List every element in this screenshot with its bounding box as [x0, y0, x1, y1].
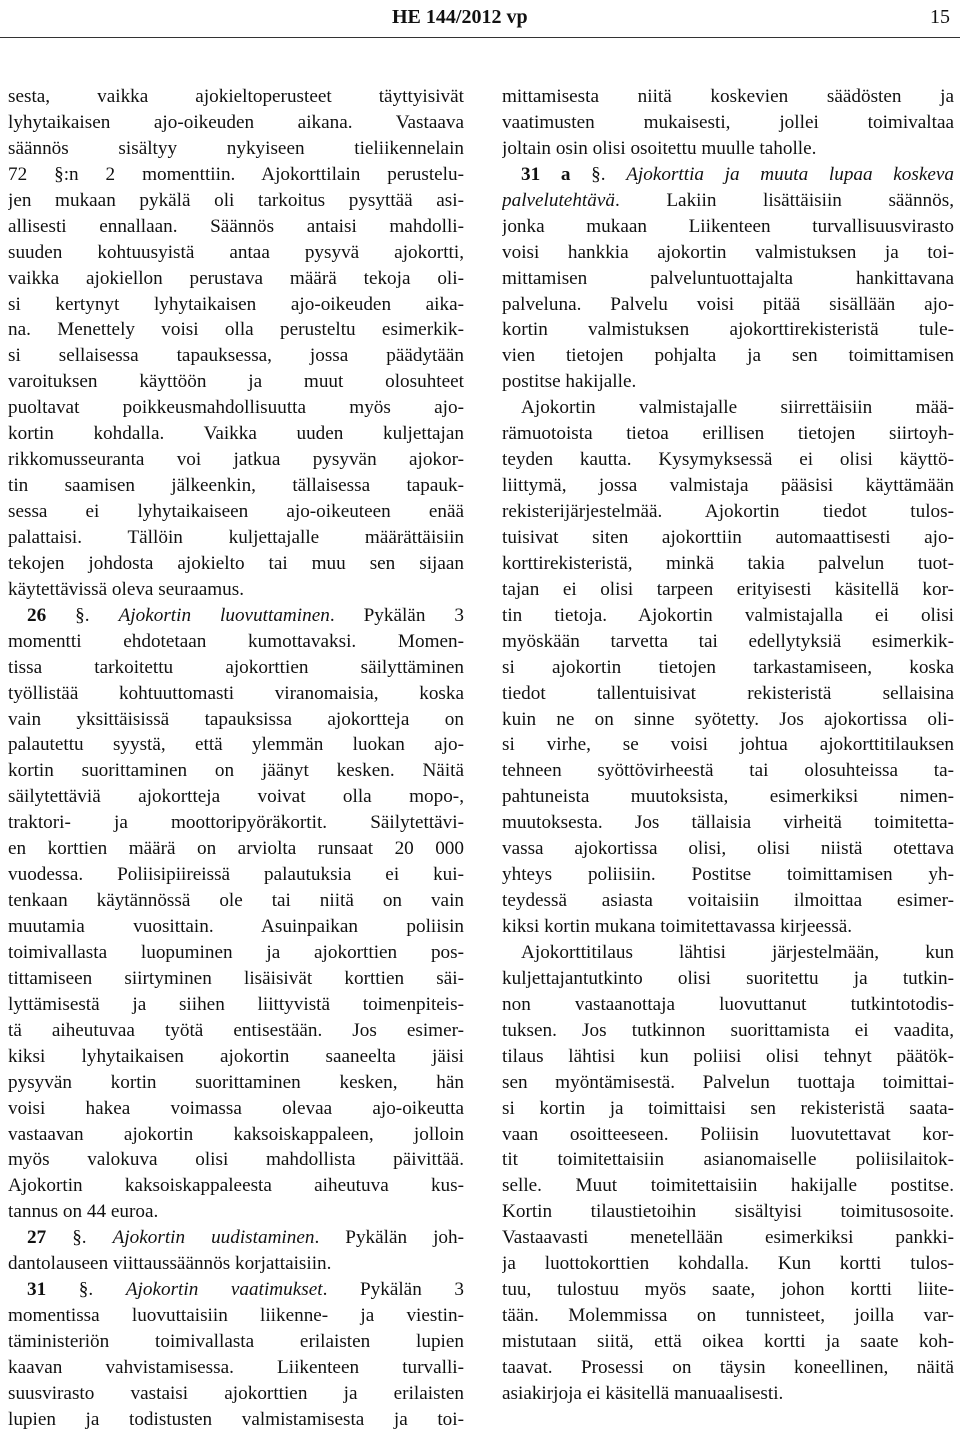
text-line — [502, 1277, 954, 1303]
text-line — [502, 421, 954, 447]
text-line — [502, 317, 954, 343]
text-line — [502, 369, 954, 395]
line-text: taavat. Prosessi on täysin koneellinen, näitä — [502, 1356, 954, 1378]
line-text: vuodessa. Poliisipiireissä palautuksia ei kui- — [8, 864, 464, 886]
line-text: si kertynyt lyhytaikaisen ajo-oikeuden aika- — [8, 293, 464, 315]
section-mark: §. — [46, 1279, 126, 1301]
text-line — [502, 473, 954, 499]
text-line — [502, 1251, 954, 1277]
text-line — [8, 421, 464, 447]
text-line — [8, 110, 464, 136]
line-text: mittamisesta niitä koskevien säädösten ja — [502, 86, 954, 107]
text-line — [8, 1355, 464, 1381]
text-line — [8, 1277, 464, 1303]
line-text: allisesti ennallaan. Säännös antaisi mahdolli- — [8, 215, 464, 237]
line-text: pysyvän kortin suorittaminen kesken, hän — [8, 1071, 464, 1093]
text-line — [502, 266, 954, 292]
text-line — [502, 499, 954, 525]
text-line — [8, 629, 464, 655]
text-line — [8, 1147, 464, 1173]
text-line — [502, 1199, 954, 1225]
line-text: mistutaan siitä, että oikea kortti ja saate koh- — [502, 1331, 954, 1352]
text-line — [502, 1381, 954, 1407]
line-text: vassa ajokortissa olisi, olisi niistä otettava — [502, 838, 954, 860]
text-line — [502, 447, 954, 473]
line-text: kortin suorittaminen on jäänyt kesken. Näitä — [8, 760, 464, 782]
line-text: 72 §:n 2 momenttiin. Ajokorttilain perustelu- — [8, 163, 464, 185]
line-text: tannus on 44 euroa. — [8, 1201, 159, 1223]
line-text: tiedot tallentuisivat rekisteristä sellaisina — [502, 682, 954, 704]
text-line — [8, 84, 464, 110]
text-line — [8, 1381, 464, 1407]
text-line — [8, 395, 464, 421]
line-text: säilytettäviä ajokortteja voivat olla mopo-, — [8, 786, 464, 808]
line-text: muutamia vuosittain. Asuinpaikan poliisin — [8, 916, 464, 937]
text-line — [502, 784, 954, 810]
line-text: kiksi lyhytaikaisen ajokortin saaneelta jäisi — [8, 1045, 464, 1067]
line-text: säännös sisältyy nykyiseen tieliikennelain — [8, 137, 464, 159]
line-text: vaan osoitteeseen. Poliisin luovutettavat kor- — [502, 1123, 954, 1145]
page-number: 15 — [930, 6, 950, 28]
text-line — [502, 551, 954, 577]
text-line — [502, 681, 954, 707]
line-text: vien tietojen pohjalta ja sen toimittamisen — [502, 345, 954, 367]
text-line — [502, 966, 954, 992]
text-line — [8, 188, 464, 214]
text-line — [502, 1355, 954, 1381]
line-text: täministeriön toimivallasta erilaisten lupien — [8, 1331, 464, 1352]
text-line — [502, 655, 954, 681]
text-line — [8, 914, 464, 940]
text-line — [8, 525, 464, 551]
text-line — [8, 862, 464, 888]
text-line — [8, 473, 464, 499]
line-text: selle. Muut toimitettaisiin hakijalle postitse. — [502, 1175, 954, 1197]
line-text: tilaus lähtisi kun poliisi olisi tehnyt päätök- — [502, 1045, 954, 1067]
line-text: käytettävissä oleva seuraamus. — [8, 578, 245, 600]
line-text: voisi hakea voimassa olevaa ajo-oikeutta — [8, 1097, 464, 1119]
line-text: kortin kohdalla. Vaikka uuden kuljettajan — [8, 423, 464, 445]
line-text: kortin valmistuksen ajokorttirekisteristä tule- — [502, 319, 954, 341]
header-rule — [0, 37, 960, 38]
line-text: en korttien määrä on arviolta runsaat 20 000 — [8, 838, 464, 860]
text-line — [8, 1303, 464, 1329]
line-text: ja luottokorttien kohdalla. Kun kortti tulos- — [502, 1253, 954, 1275]
line-text: Vastaavasti menetellään esimerkiksi pankki- — [502, 1227, 954, 1249]
line-text: . Pykälän joh- — [314, 1227, 464, 1249]
text-line — [8, 603, 464, 629]
line-text: tenkaan käytännössä ole tai niitä on vain — [8, 890, 464, 912]
text-line — [8, 1407, 464, 1433]
section-number: 27 — [27, 1227, 47, 1249]
text-line — [502, 707, 954, 733]
text-line — [8, 577, 464, 603]
line-text: tit toimitettaisiin asianomaiselle poliisilaitok- — [502, 1149, 954, 1171]
text-line — [8, 681, 464, 707]
text-line — [502, 940, 954, 966]
text-line — [502, 525, 954, 551]
line-text: mittamisen palveluntuottajalta hankittavana — [502, 267, 954, 289]
line-text: tissa tarkoitettu ajokorttien säilyttäminen — [8, 656, 464, 678]
line-text: Ajokortin valmistajalle siirrettäisiin mää- — [521, 397, 954, 419]
text-line — [502, 162, 954, 188]
text-line — [502, 1147, 954, 1173]
section-mark: §. — [570, 163, 627, 185]
text-line — [502, 810, 954, 836]
text-line — [502, 577, 954, 603]
text-line — [8, 1225, 464, 1251]
text-line — [502, 1070, 954, 1096]
line-text: Ajokortin kaksoiskappaleesta aiheutuva kus- — [8, 1175, 464, 1197]
section-heading: Ajokortin vaatimukset — [125, 1279, 323, 1301]
section-number: 31 — [27, 1279, 47, 1301]
line-text: sessa ei lyhytaikaiseen ajo-oikeuteen enää — [8, 501, 464, 522]
section-heading: palvelutehtävä — [502, 189, 615, 211]
text-line — [8, 214, 464, 240]
line-text: momentti ehdotetaan kumottavaksi. Momen- — [8, 630, 464, 652]
section-number: 31 a — [521, 163, 571, 185]
text-line — [502, 758, 954, 784]
line-text: si ajokortin tietojen tarkastamiseen, koska — [502, 656, 954, 678]
line-text: muutoksesta. Jos tällaisia virheitä toimitetta- — [502, 812, 954, 834]
line-text: rämuotoista tietoa erillisen tietojen siirtoyh- — [502, 423, 954, 445]
line-text: palattaisi. Tällöin kuljettajalle määrättäisiin — [8, 526, 464, 548]
line-text: tuksen. Jos tutkinnon suorittamista ei vaadita, — [502, 1019, 954, 1041]
text-line — [8, 317, 464, 343]
line-text: jonka mukaan Liikenteen turvallisuusvirasto — [502, 215, 954, 237]
line-text: si kortin ja toimittaisi sen rekisteristä saata- — [502, 1097, 954, 1119]
section-mark: §. — [46, 1227, 113, 1249]
text-line — [502, 1329, 954, 1355]
text-line — [8, 888, 464, 914]
text-line — [502, 84, 954, 110]
text-line — [8, 758, 464, 784]
line-text: puoltavat poikkeusmahdollisuutta myös ajo- — [8, 397, 464, 419]
text-line — [8, 810, 464, 836]
line-text: Ajokorttitilaus lähtisi järjestelmään, kun — [521, 941, 954, 963]
text-line — [502, 188, 954, 214]
text-line — [8, 1329, 464, 1355]
line-text: tehneen syöttövirheestä tai olosuhteissa ta- — [502, 760, 954, 782]
text-line — [8, 940, 464, 966]
text-line — [8, 732, 464, 758]
line-text: tittamiseen siirtyminen lisäisivät korttien säi- — [8, 967, 464, 989]
line-text: kaavan vahvistamisessa. Liikenteen turvalli- — [8, 1356, 464, 1378]
text-line — [502, 862, 954, 888]
text-line — [502, 240, 954, 266]
section-heading: Ajokorttia ja muuta lupaa koskeva — [626, 163, 954, 185]
text-line — [502, 914, 954, 940]
line-text: kuljettajantutkinto olisi suoritettu ja tutkin- — [502, 967, 954, 989]
text-line — [8, 992, 464, 1018]
line-text: vain yksittäisissä tapauksissa ajokortteja on — [8, 708, 464, 730]
section-heading: Ajokortin uudistaminen — [112, 1227, 315, 1249]
text-line — [8, 1096, 464, 1122]
line-text: kiksi kortin mukana toimitettavassa kirjeessä. — [502, 916, 853, 937]
line-text: si virhe, se voisi johtua ajokorttitilauksen — [502, 734, 954, 756]
line-text: na. Menettely voisi olla perusteltu esimerkik- — [8, 319, 464, 341]
text-line — [502, 110, 954, 136]
line-text: teydessä asiasta voitaisiin ilmoittaa esimer- — [502, 890, 954, 912]
right-column — [502, 84, 954, 1407]
text-line — [502, 292, 954, 318]
line-text: myöskään tarvetta tai edellytyksiä esimerkik- — [502, 630, 954, 652]
text-line — [8, 292, 464, 318]
text-line — [502, 992, 954, 1018]
line-text: momentissa luovuttaisiin liikenne- ja viestin- — [8, 1305, 464, 1327]
text-line — [502, 732, 954, 758]
line-text: rekisterijärjestelmää. Ajokortin tiedot tulos- — [502, 501, 954, 522]
line-text: lyttämisestä ja siihen liittyvistä toimenpiteis- — [8, 993, 464, 1015]
text-line — [8, 240, 464, 266]
line-text: liittymä, jossa valmistaja pääsisi käyttämään — [502, 475, 954, 497]
line-text: sen myöntämisestä. Palvelun tuottaja toimittai- — [502, 1071, 954, 1093]
text-line — [8, 784, 464, 810]
line-text: tä aiheutuvaa työtä entisestään. Jos esimer- — [8, 1019, 464, 1041]
line-text: työllistää kohtuuttomasti viranomaisia, koska — [8, 682, 464, 704]
text-line — [502, 1122, 954, 1148]
line-text: tin tietoja. Ajokortin valmistajalla ei olisi — [502, 604, 954, 626]
line-text: tuisivat siten ajokorttiin automaattisesti ajo- — [502, 526, 954, 548]
line-text: suusvirasto vastaisi ajokorttien ja erilaisten — [8, 1382, 464, 1404]
line-text: lupien ja todistusten valmistamisesta ja toi- — [8, 1408, 464, 1430]
text-line — [502, 343, 954, 369]
text-line — [8, 1044, 464, 1070]
line-text: dantolauseen viittaussäännös korjattaisiin. — [8, 1253, 332, 1275]
text-line — [8, 966, 464, 992]
line-text: lyhytaikaisen ajo-oikeuden aikana. Vastaava — [8, 111, 464, 133]
text-line — [8, 136, 464, 162]
text-line — [8, 1199, 464, 1225]
text-line — [8, 551, 464, 577]
line-text: kuin ne on sinne syötetty. Jos ajokortissa oli- — [502, 708, 954, 730]
line-text: voisi hankkia ajokortin valmistuksen ja toi- — [502, 241, 954, 263]
line-text: toimivallasta luopuminen ja ajokorttien pos- — [8, 941, 464, 963]
document-id: HE 144/2012 vp — [392, 6, 528, 28]
text-line — [8, 369, 464, 395]
text-line — [502, 1225, 954, 1251]
line-text: rikkomusseuranta voi jatkua pysyvän ajokor- — [8, 449, 464, 471]
text-line — [8, 1122, 464, 1148]
line-text: tajan ei olisi tarpeen erityisesti käsitellä kor- — [502, 578, 954, 600]
section-mark: §. — [46, 604, 119, 626]
text-line — [502, 629, 954, 655]
section-number: 26 — [27, 604, 47, 626]
line-text: si sellaisessa tapauksessa, jossa päädytään — [8, 345, 464, 367]
text-line — [502, 395, 954, 421]
section-heading: Ajokortin luovuttaminen — [118, 604, 330, 626]
text-line — [502, 1303, 954, 1329]
text-line — [502, 1173, 954, 1199]
line-text: tekojen johdosta ajokielto tai muu sen sijaan — [8, 552, 464, 574]
line-text: sesta, vaikka ajokieltoperusteet täyttyisivät — [8, 86, 464, 107]
line-text: . Pykälän 3 — [322, 1279, 464, 1301]
text-line — [8, 1251, 464, 1277]
line-text: jen mukaan pykälä oli tarkoitus pysyttää asi- — [8, 189, 464, 211]
line-text: postitse hakijalle. — [502, 371, 637, 393]
page-header — [0, 4, 960, 32]
line-text: traktori- ja moottoripyöräkortit. Säilytettävi- — [8, 812, 464, 834]
line-text: tuu, tulostuu myös saate, johon kortti liite- — [502, 1279, 954, 1301]
text-line — [8, 707, 464, 733]
line-text: . Pykälän 3 — [329, 604, 464, 626]
text-line — [8, 836, 464, 862]
text-line — [8, 266, 464, 292]
line-text: non vastaanottaja luovuttanut tutkintotodis- — [502, 993, 954, 1015]
line-text: joltain osin olisi osoitettu muulle taholle. — [502, 137, 817, 159]
text-line — [502, 1044, 954, 1070]
text-line — [502, 136, 954, 162]
line-text: yhteys poliisiin. Postitse toimittamisen yh- — [502, 864, 954, 886]
text-line — [8, 655, 464, 681]
line-text: Kortin tilaustietoihin sisältyisi toimitusosoite. — [502, 1201, 954, 1223]
line-text: asiakirjoja ei käsitellä manuaalisesti. — [502, 1382, 784, 1404]
text-line — [502, 1096, 954, 1122]
text-line — [8, 343, 464, 369]
line-text: vastaavan ajokortin kaksoiskappaleen, jolloin — [8, 1123, 464, 1145]
line-text: tään. Molemmissa on tunnisteet, joilla var- — [502, 1305, 954, 1327]
text-line — [8, 499, 464, 525]
line-text: myös valokuva olisi mahdollista päivittää. — [8, 1149, 464, 1171]
text-line — [502, 888, 954, 914]
text-line — [8, 1018, 464, 1044]
text-line — [8, 1173, 464, 1199]
text-line — [8, 1070, 464, 1096]
line-text: korttirekisteristä, minkä takia palvelun tuot- — [502, 552, 954, 574]
line-text: pahtuneista muutoksista, esimerkiksi nimen- — [502, 786, 954, 808]
line-text: tin saamisen jälkeenkin, tällaisessa tapauk- — [8, 475, 464, 497]
text-line — [502, 603, 954, 629]
text-line — [502, 1018, 954, 1044]
text-line — [502, 836, 954, 862]
left-column — [8, 84, 464, 1433]
line-text: palveluna. Palvelu voisi pitää sisällään ajo- — [502, 293, 954, 315]
line-text: suuden kohtuusyistä antaa pysyvä ajokortti, — [8, 241, 464, 263]
line-text: . Lakiin lisättäisiin säännös, — [614, 189, 954, 211]
text-line — [8, 162, 464, 188]
line-text: palautettu syystä, että ylemmän luokan ajo- — [8, 734, 464, 756]
line-text: varoituksen käyttöön ja muut olosuhteet — [8, 371, 464, 393]
line-text: vaatimusten mukaisesti, jollei toimivaltaa — [502, 111, 954, 133]
text-line — [8, 447, 464, 473]
line-text: vaikka ajokiellon perustava määrä tekoja oli- — [8, 267, 464, 289]
text-line — [502, 214, 954, 240]
line-text: teyden kautta. Kysymyksessä ei olisi käyttö- — [502, 449, 954, 471]
